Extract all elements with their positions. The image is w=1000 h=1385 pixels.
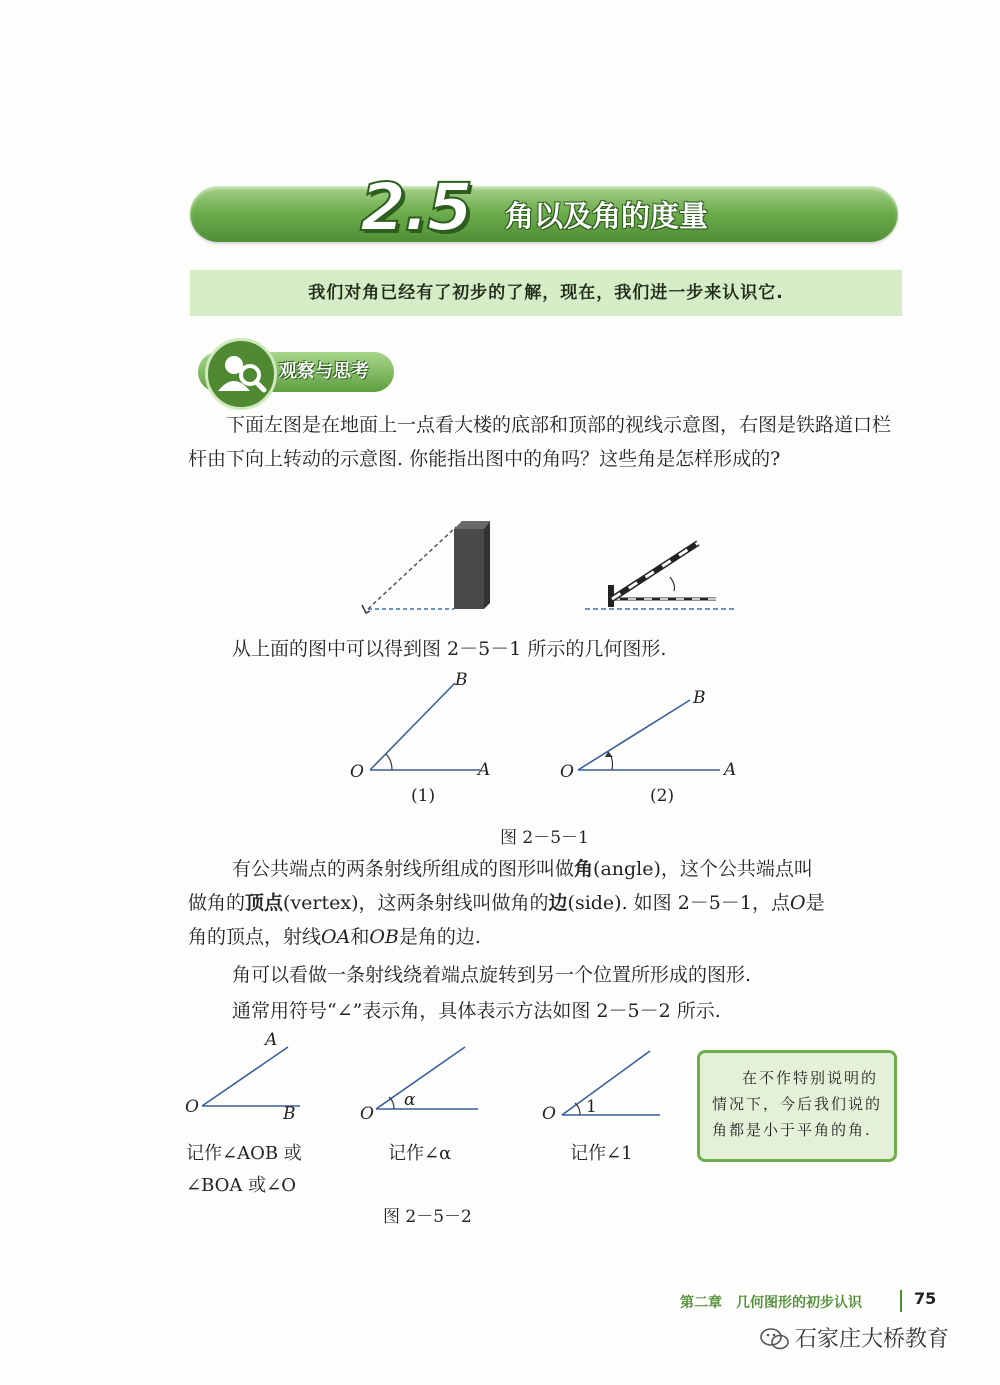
paragraph-1 xyxy=(188,408,904,476)
watermark: 石家庄大桥教育 xyxy=(795,1327,950,1352)
fig1-label-B-1: B xyxy=(455,670,468,690)
figure-2-5-2 xyxy=(180,1035,680,1125)
note-box xyxy=(697,1050,897,1162)
footer-chapter: 第二章 几何图形的初步认识 xyxy=(680,1295,862,1311)
building-illustration xyxy=(362,521,490,613)
definition-line-1: 有公共端点的两条射线所组成的图形叫做角(angle)，这个公共端点叫 xyxy=(232,858,813,880)
fig1-label-B-2: B xyxy=(693,688,706,708)
paragraph-rotation: 角可以看做一条射线绕着端点旋转到另一个位置所形成的图形. xyxy=(232,964,752,986)
fig2a-note-1: 记作∠AOB 或 xyxy=(186,1143,302,1164)
fig2a-note-2: ∠BOA 或∠O xyxy=(186,1175,296,1196)
fig2b-note: 记作∠α xyxy=(388,1143,452,1164)
wechat-icon xyxy=(760,1326,790,1356)
fig2c-label-1: 1 xyxy=(586,1097,597,1117)
fig2b-label-O: O xyxy=(360,1104,374,1124)
fig2-caption: 图 2－5－2 xyxy=(383,1207,472,1227)
definition-line-2: 做角的顶点(vertex)，这两条射线叫做角的边(side). 如图 2－5－1，点O是 xyxy=(188,892,825,914)
section-number: 2.5 xyxy=(360,169,471,246)
fig1-sub-1: (1) xyxy=(411,786,436,806)
barrier-illustration xyxy=(585,543,735,609)
fig2a-label-O: O xyxy=(185,1097,199,1117)
fig2a-label-B: B xyxy=(283,1104,296,1124)
fig1-sub-2: (2) xyxy=(650,786,675,806)
fig2a-label-A: A xyxy=(265,1030,278,1050)
fig2c-note: 记作∠1 xyxy=(570,1143,633,1164)
fig2b-label-alpha: α xyxy=(404,1090,416,1110)
fig1-label-A-2: A xyxy=(724,760,737,780)
magnifier-person-icon xyxy=(205,338,277,410)
fig1-label-O-1: O xyxy=(350,762,364,782)
paragraph-symbol: 通常用符号“∠”表示角，具体表示方法如图 2－5－2 所示. xyxy=(232,1000,721,1022)
paragraph-2: 从上面的图中可以得到图 2－5－1 所示的几何图形. xyxy=(232,638,667,660)
fig2c-label-O: O xyxy=(542,1104,556,1124)
term-vertex: 顶点 xyxy=(245,892,284,914)
page-number: 75 xyxy=(914,1289,937,1308)
observe-label: 观察与思考 xyxy=(279,361,369,382)
fig1-label-A-1: A xyxy=(478,760,491,780)
note-box-text: 在不作特别说明的情况下，今后我们说的角都是小于平角的角. xyxy=(712,1069,883,1139)
intro-strip: 我们对角已经有了初步的了解，现在，我们进一步来认识它. xyxy=(190,270,902,316)
footer-divider xyxy=(900,1290,902,1312)
fig1-label-O-2: O xyxy=(560,762,574,782)
term-angle: 角 xyxy=(574,858,594,880)
definition-line-3: 角的顶点，射线OA和OB是角的边. xyxy=(188,926,481,948)
illustrations xyxy=(340,515,760,615)
fig1-caption: 图 2－5－1 xyxy=(500,828,589,848)
section-title: 角以及角的度量 xyxy=(505,199,709,233)
paragraph-1-text: 下面左图是在地面上一点看大楼的底部和顶部的视线示意图，右图是铁路道口栏杆由下向上转动的示意图. 你能指出图中的角吗？这些角是怎样形成的? xyxy=(188,414,892,470)
term-side: 边 xyxy=(548,892,568,914)
